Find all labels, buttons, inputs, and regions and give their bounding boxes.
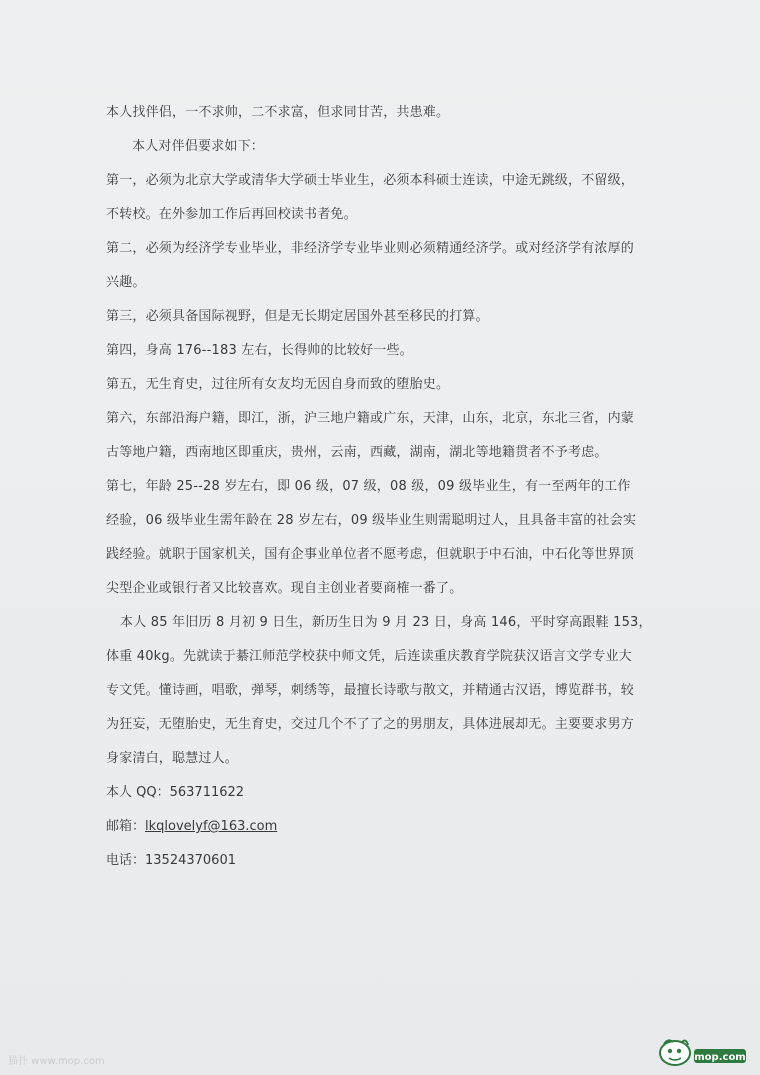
email-link[interactable]: lkqlovelyf@163.com — [145, 819, 278, 834]
self-intro-line-2: 体重 40kg。先就读于綦江师范学校获中师文凭，后连读重庆教育学院获汉语言文学专业大 — [106, 649, 632, 664]
self-intro-line-4: 为狂妄，无堕胎史，无生育史，交过几个不了了之的男朋友，具体进展却无。主要要求男方 — [106, 717, 635, 732]
mop-logo-icon — [658, 1035, 750, 1069]
mop-logo — [658, 1035, 750, 1069]
requirements-heading: 本人对伴侣要求如下： — [132, 139, 265, 154]
requirement-7-line-1: 第七，年龄 25--28 岁左右，即 06 级，07 级，08 级，09 级毕业生，有一至两年的工作 — [106, 479, 631, 494]
requirement-7-line-3: 践经验。就职于国家机关，国有企事业单位者不愿考虑，但就职于中石油，中石化等世界顶 — [106, 547, 635, 562]
requirement-6-line-1: 第六，东部沿海户籍，即江，浙，沪三地户籍或广东，天津，山东，北京，东北三省，内蒙 — [106, 411, 635, 426]
qq-contact — [106, 776, 666, 810]
email-contact — [106, 810, 666, 844]
watermark-text: 猫扑 www.mop.com — [8, 1056, 105, 1067]
phone-label: 电话： — [106, 853, 146, 868]
self-intro-line-3: 专文凭。懂诗画，唱歌，弹琴，刺绣等，最擅长诗歌与散文，并精通古汉语，博览群书，较 — [106, 683, 635, 698]
requirement-1-line-2: 不转校。在外参加工作后再回校读书者免。 — [106, 207, 357, 222]
requirement-4: 第四，身高 176--183 左右，长得帅的比较好一些。 — [106, 343, 413, 358]
requirement-7-line-4: 尖型企业或银行者又比较喜欢。现自主创业者要商榷一番了。 — [106, 581, 463, 596]
requirement-1-line-1: 第一，必须为北京大学或清华大学硕士毕业生，必须本科硕士连读，中途无跳级，不留级， — [106, 173, 635, 188]
requirement-2-line-1: 第二，必须为经济学专业毕业，非经济学专业毕业则必须精通经济学。或对经济学有浓厚的 — [106, 241, 635, 256]
requirement-6-line-2: 古等地户籍，西南地区即重庆，贵州，云南，西藏，湖南，湖北等地籍贯者不予考虑。 — [106, 445, 608, 460]
self-intro-line-5: 身家清白，聪慧过人。 — [106, 751, 239, 766]
requirement-3: 第三，必须具备国际视野，但是无长期定居国外甚至移民的打算。 — [106, 309, 489, 324]
phone-contact — [106, 844, 666, 878]
logo-text: mop.com — [694, 1052, 746, 1063]
phone-value: 13524370601 — [145, 853, 236, 868]
requirement-7-line-2: 经验，06 级毕业生需年龄在 28 岁左右，09 级毕业生则需聪明过人，且具备丰富的社会实 — [106, 513, 637, 528]
self-intro-line-1: 本人 85 年旧历 8 月初 9 日生，新历生日为 9 月 23 日，身高 146，平时穿高跟鞋 153， — [120, 615, 652, 630]
document-body — [106, 96, 666, 878]
intro-line: 本人找伴侣，一不求帅，二不求富，但求同甘苦，共患难。 — [106, 105, 450, 120]
qq-value: 563711622 — [169, 785, 245, 800]
qq-label: 本人 QQ： — [106, 785, 170, 800]
requirement-2-line-2: 兴趣。 — [106, 275, 146, 290]
email-label: 邮箱： — [106, 819, 146, 834]
requirement-5: 第五，无生育史，过往所有女友均无因自身而致的堕胎史。 — [106, 377, 450, 392]
